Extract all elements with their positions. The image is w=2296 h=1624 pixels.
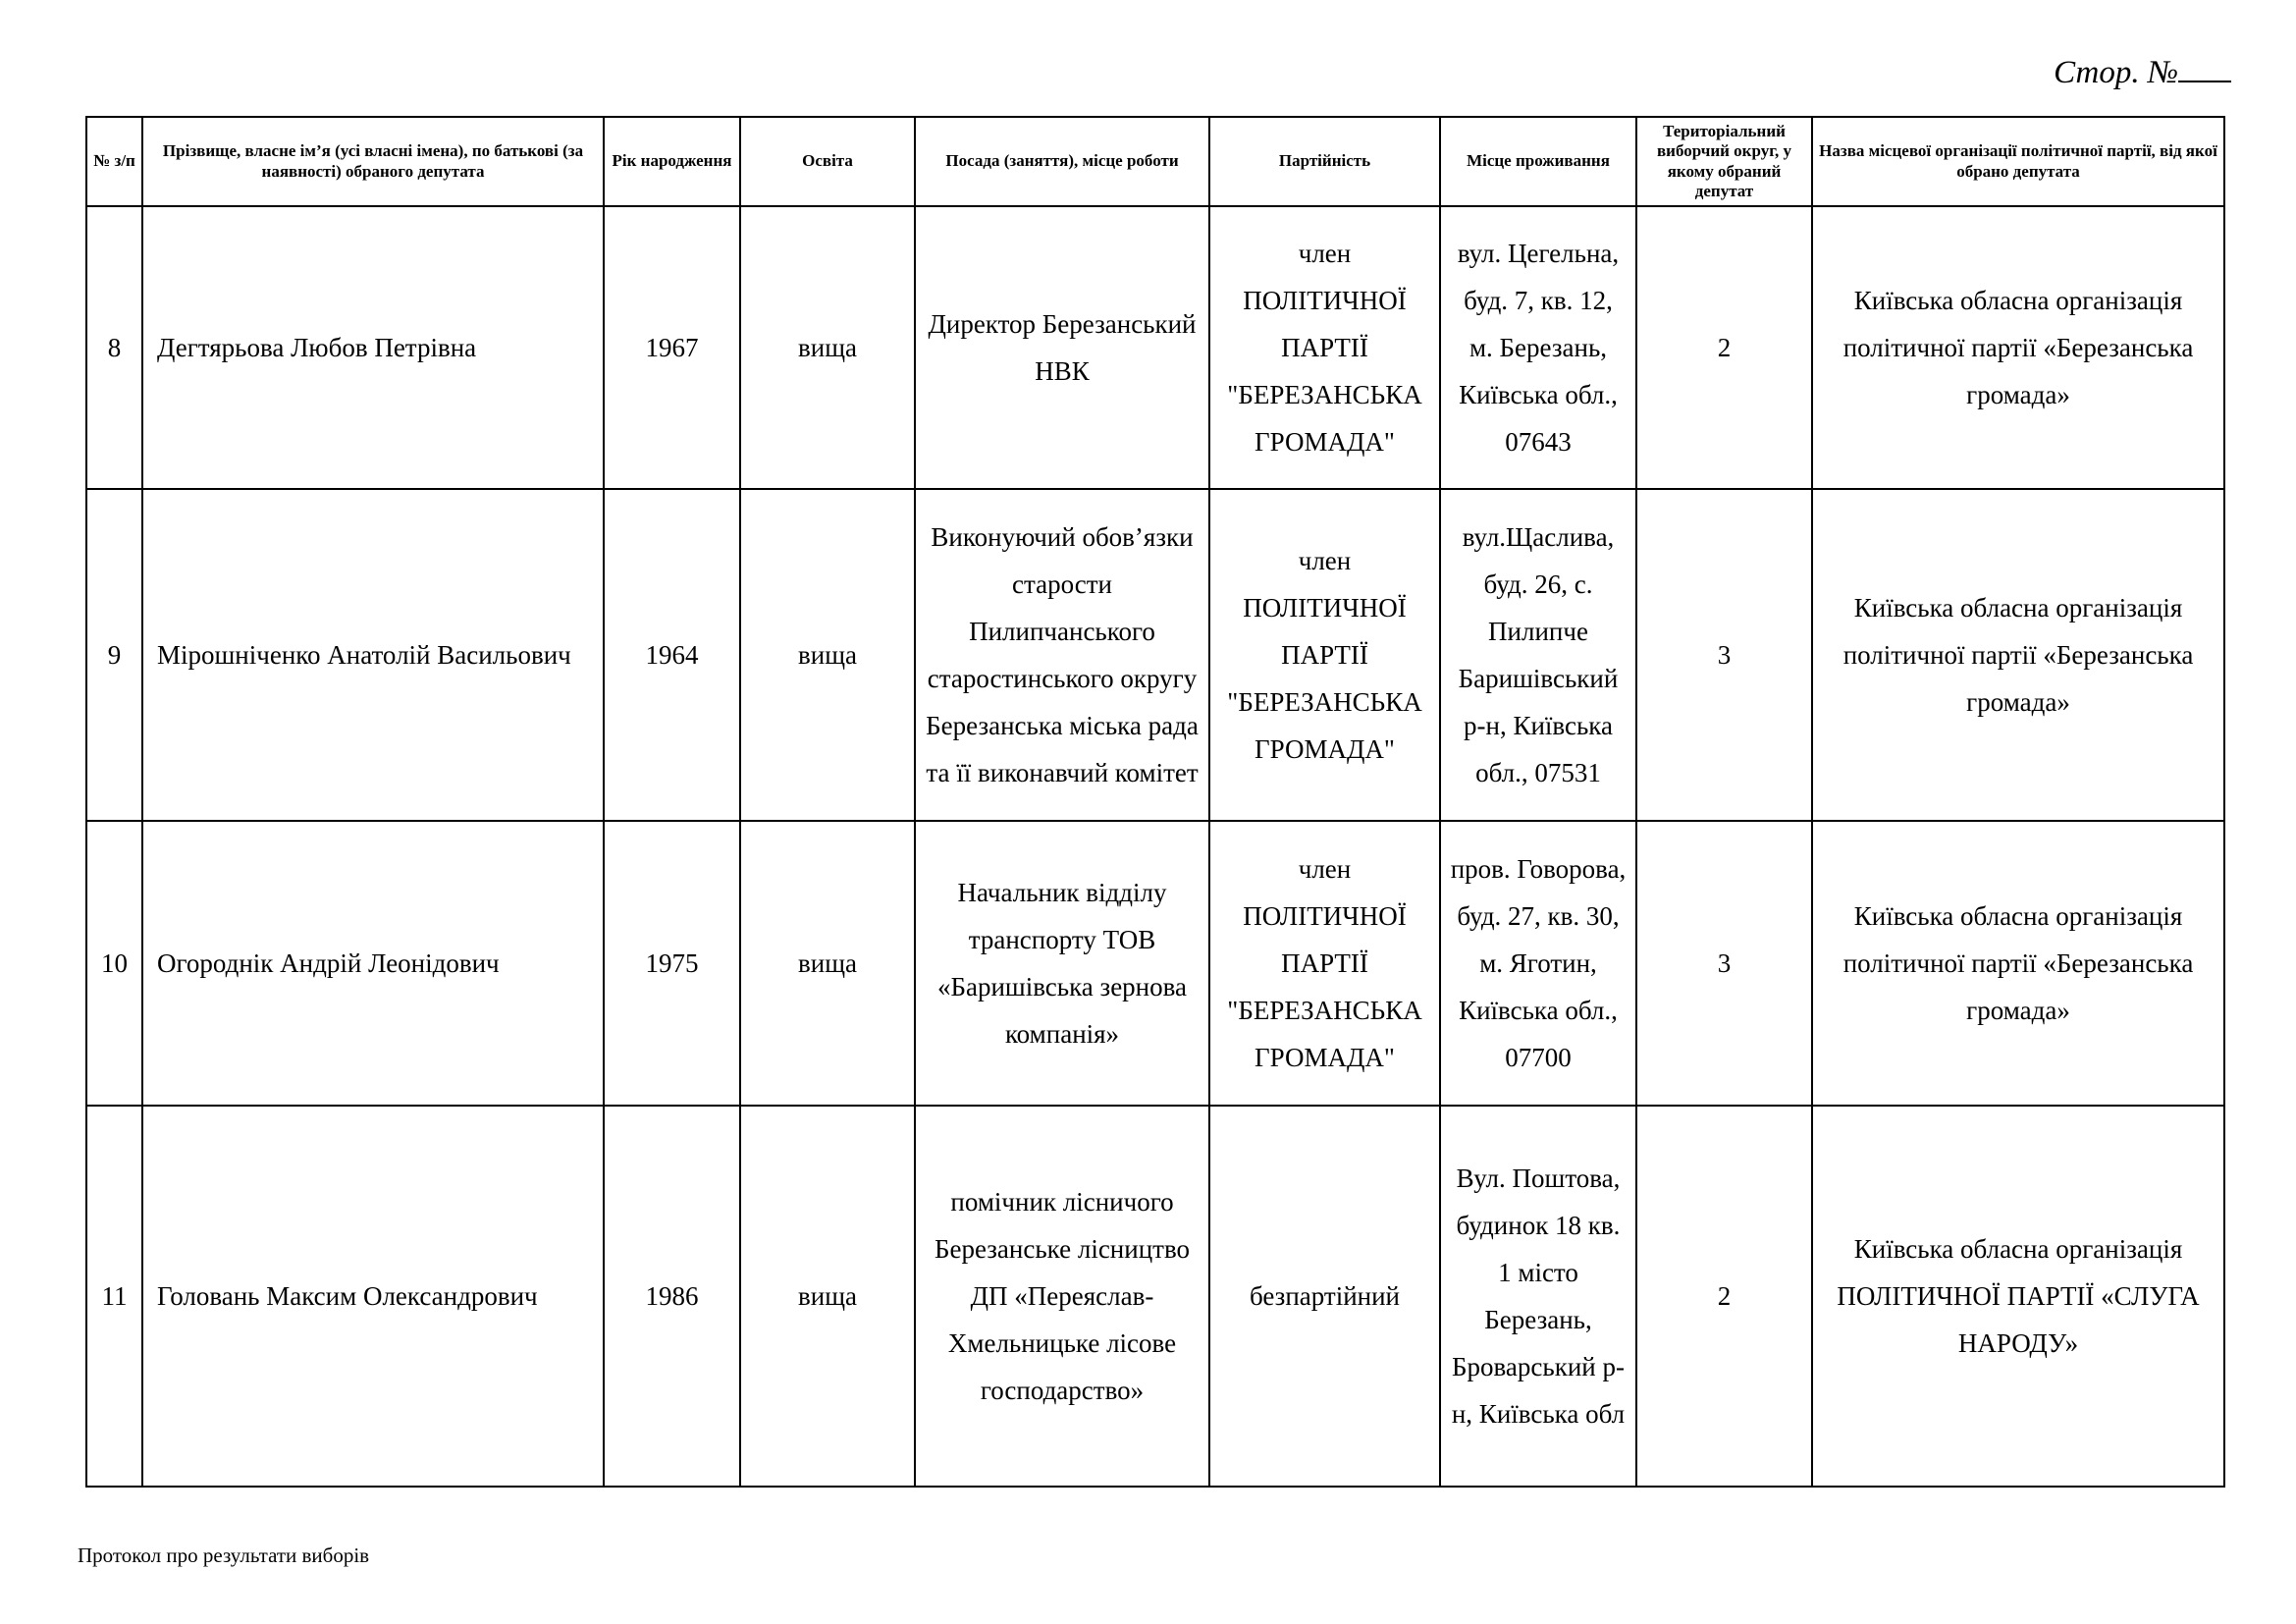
header-party: Партійність [1209, 117, 1440, 206]
page-number-label: Стор. № [2054, 55, 2178, 90]
cell-organization: Київська обласна організація політичної партії «Березанська громада» [1812, 821, 2224, 1106]
header-name: Прізвище, власне ім’я (усі власні імена), по батькові (за наявності) обраного депутата [142, 117, 604, 206]
header-district: Територіальний виборчий округ, у якому обраний депутат [1636, 117, 1812, 206]
cell-education: вища [740, 1106, 915, 1487]
header-organization: Назва місцевої організації політичної партії, від якої обрано депутата [1812, 117, 2224, 206]
cell-organization: Київська обласна організація ПОЛІТИЧНОЇ ПАРТІЇ «СЛУГА НАРОДУ» [1812, 1106, 2224, 1487]
table-row [86, 206, 2224, 489]
cell-birth-year: 1964 [604, 489, 740, 821]
cell-residence: вул. Цегельна, буд. 7, кв. 12, м. Березань, Київська обл., 07643 [1440, 206, 1636, 489]
table-row [86, 821, 2224, 1106]
cell-education: вища [740, 821, 915, 1106]
cell-position: Начальник відділу транспорту ТОВ «Баришівська зернова компанія» [915, 821, 1209, 1106]
deputies-table [85, 116, 2225, 1488]
header-number: № з/п [86, 117, 142, 206]
cell-organization: Київська обласна організація політичної партії «Березанська громада» [1812, 489, 2224, 821]
cell-education: вища [740, 206, 915, 489]
footer-text: Протокол про результати виборів [78, 1543, 370, 1567]
cell-district: 2 [1636, 206, 1812, 489]
cell-name: Огороднік Андрій Леонідович [142, 821, 604, 1106]
page-number [2054, 55, 2231, 91]
cell-party: безпартійний [1209, 1106, 1440, 1487]
cell-number: 10 [86, 821, 142, 1106]
header-position: Посада (заняття), місце роботи [915, 117, 1209, 206]
cell-district: 3 [1636, 489, 1812, 821]
cell-education: вища [740, 489, 915, 821]
cell-birth-year: 1967 [604, 206, 740, 489]
page-number-blank [2178, 55, 2231, 82]
cell-party: член ПОЛІТИЧНОЇ ПАРТІЇ "БЕРЕЗАНСЬКА ГРОМАДА" [1209, 206, 1440, 489]
cell-birth-year: 1986 [604, 1106, 740, 1487]
table-row [86, 489, 2224, 821]
header-residence: Місце проживання [1440, 117, 1636, 206]
cell-name: Дегтярьова Любов Петрівна [142, 206, 604, 489]
cell-district: 3 [1636, 821, 1812, 1106]
cell-residence: вул.Щаслива, буд. 26, с. Пилипче Баришівський р-н, Київська обл., 07531 [1440, 489, 1636, 821]
cell-position: Директор Березанський НВК [915, 206, 1209, 489]
cell-position: Виконуючий обов’язки старости Пилипчанського старостинського округу Березанська міська рада та її виконавчий комітет [915, 489, 1209, 821]
cell-party: член ПОЛІТИЧНОЇ ПАРТІЇ "БЕРЕЗАНСЬКА ГРОМАДА" [1209, 489, 1440, 821]
header-row [86, 117, 2224, 206]
cell-organization: Київська обласна організація політичної партії «Березанська громада» [1812, 206, 2224, 489]
cell-number: 11 [86, 1106, 142, 1487]
header-education: Освіта [740, 117, 915, 206]
cell-party: член ПОЛІТИЧНОЇ ПАРТІЇ "БЕРЕЗАНСЬКА ГРОМАДА" [1209, 821, 1440, 1106]
cell-district: 2 [1636, 1106, 1812, 1487]
cell-residence: Вул. Поштова, будинок 18 кв. 1 місто Березань, Броварський р-н, Київська обл [1440, 1106, 1636, 1487]
cell-name: Головань Максим Олександрович [142, 1106, 604, 1487]
table-row [86, 1106, 2224, 1487]
cell-position: помічник лісничого Березанське лісництво ДП «Переяслав-Хмельницьке лісове господарство» [915, 1106, 1209, 1487]
header-birth-year: Рік народження [604, 117, 740, 206]
cell-residence: пров. Говорова, буд. 27, кв. 30, м. Яготин, Київська обл., 07700 [1440, 821, 1636, 1106]
cell-name: Мірошніченко Анатолій Васильович [142, 489, 604, 821]
cell-number: 8 [86, 206, 142, 489]
cell-birth-year: 1975 [604, 821, 740, 1106]
cell-number: 9 [86, 489, 142, 821]
